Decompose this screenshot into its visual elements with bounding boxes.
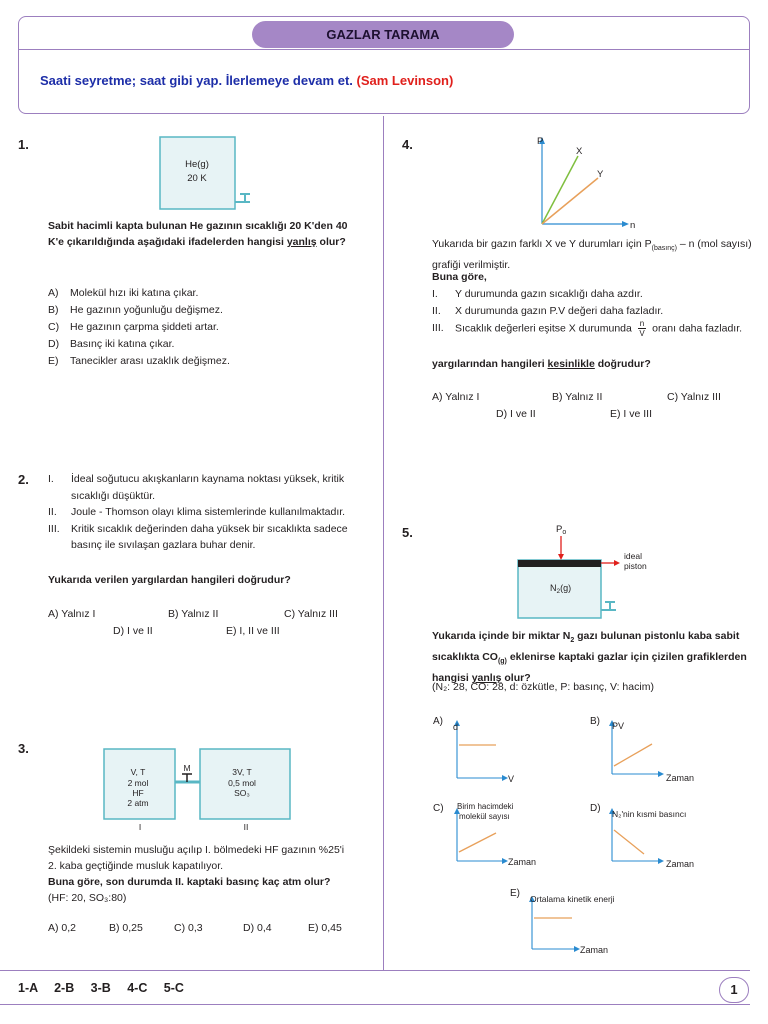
q3-option-c[interactable]: C) 0,3	[174, 922, 203, 934]
q5-piston-label-1: ideal	[624, 551, 642, 561]
q4-y-label: P	[537, 136, 544, 147]
q1-temp-label: 20 K	[187, 173, 207, 184]
q5-number: 5.	[402, 525, 413, 540]
q4-option-c[interactable]: C) Yalnız III	[667, 391, 721, 403]
answer-key: 1-A 2-B 3-B 4-C 5-C	[18, 981, 184, 995]
q3-option-e[interactable]: E) 0,45	[308, 922, 342, 934]
q5-note: (N₂: 28, CO: 28, d: özkütle, P: basınç, V: hacim)	[432, 681, 654, 693]
q2-option-b[interactable]: B) Yalnız II	[168, 608, 219, 620]
q4-series-y-label: Y	[597, 169, 604, 180]
q4-question: yargılarından hangileri kesinlikle doğrudur?	[432, 358, 651, 370]
q5-graph-c-xlabel: Zaman	[508, 857, 537, 867]
q5-graph-e-letter: E)	[510, 888, 520, 899]
q5-pressure-arrowhead	[558, 554, 564, 560]
q2-option-d[interactable]: D) I ve II	[113, 625, 153, 637]
q3-option-d[interactable]: D) 0,4	[243, 922, 272, 934]
q2-option-e[interactable]: E) I, II ve III	[226, 625, 280, 637]
q5-graph-d-ylabel: N₂'nin kısmi basıncı	[612, 809, 687, 819]
footer-bottom-line	[0, 1004, 750, 1005]
q4-option-e[interactable]: E) I ve III	[610, 408, 653, 420]
q5-graph-b-ylabel: PV	[612, 721, 625, 731]
q1-container-figure	[155, 134, 265, 214]
q5-graph-c-ylabel-1: Birim hacimdeki	[457, 802, 514, 811]
q3-right-line1: 3V, T	[232, 767, 252, 777]
q5-p0-label: $P_o$	[556, 524, 567, 536]
q5-graph-a-ylabel: d	[453, 722, 459, 732]
q5-graph-b-letter: B)	[590, 716, 600, 727]
page-title: GAZLAR TARAMA	[252, 21, 514, 48]
q5-piston-pointer-head	[614, 560, 620, 566]
q5-stem: Yukarıda içinde bir miktar $N_2$ gazı bulunan pistonlu kaba sabit sıcaklıkta $CO_{(g)}$ eklenirse kaptaki gazlar için çizilen grafiklerden hangisi yanlış olur?	[432, 630, 747, 685]
q4-statement-2: II. X durumunda gazın P.V değeri daha fazladır.	[432, 304, 664, 317]
header-divider	[18, 49, 750, 50]
q4-number: 4.	[402, 137, 413, 152]
q5-graph-d-letter: D)	[590, 803, 601, 814]
q4-lead: Buna göre,	[432, 271, 487, 283]
q4-line-x	[542, 156, 578, 224]
page-number: 1	[719, 977, 749, 1003]
q3-valve-label: M	[183, 763, 191, 773]
q1-number: 1.	[18, 137, 29, 152]
q3-note: (HF: 20, SO₃:80)	[48, 892, 127, 904]
motto-quote: Saati seyretme; saat gibi yap. İlerlemeye devam et. (Sam Levinson)	[40, 73, 454, 88]
q5-graph-d[interactable]	[590, 803, 694, 869]
q3-question: Buna göre, son durumda II. kaptaki basınç kaç atm olur?	[48, 876, 331, 888]
q4-line-y	[542, 178, 598, 224]
q2-question: Yukarıda verilen yargılardan hangileri doğrudur?	[48, 574, 291, 586]
q2-statement-3: III. Kritik sıcaklık değerinden daha yüksek bir sıcaklıkta sadece basınç ile sıvılaşan gazlara buhar denir.	[48, 522, 348, 551]
q5-graph-c-ylabel-2: molekül sayısı	[459, 812, 510, 821]
q4-option-d[interactable]: D) I ve II	[496, 408, 536, 420]
q4-option-b[interactable]: B) Yalnız II	[552, 391, 603, 403]
q5-graph-e[interactable]	[510, 888, 615, 955]
column-divider	[383, 116, 384, 971]
q1-option-a[interactable]: A) Molekül hızı iki katına çıkar.	[48, 287, 199, 299]
q4-statement-3: III. Sıcaklık değerleri eşitse X durumunda $\frac{n}{V}$ oranı daha fazladır.	[432, 319, 743, 338]
q3-right-line2: 0,5 mol	[228, 778, 256, 788]
q3-left-caption: I	[138, 822, 142, 832]
q4-stem: Yukarıda bir gazın farklı X ve Y durumları için $P_{(basınç)}$ – n (mol sayısı) grafiği verilmiştir.	[432, 238, 752, 272]
q2-option-c[interactable]: C) Yalnız III	[284, 608, 338, 620]
q5-graph-c-letter: C)	[433, 803, 444, 814]
q2-number: 2.	[18, 472, 29, 487]
q3-two-container-figure	[100, 745, 300, 837]
q1-options	[48, 285, 230, 370]
q4-option-a[interactable]: A) Yalnız I	[432, 391, 480, 403]
q3-left-line2: 2 mol	[127, 778, 149, 788]
q5-graph-d-xlabel: Zaman	[666, 859, 695, 869]
q4-statement-1: I. Y durumunda gazın sıcaklığı daha azdır.	[432, 288, 643, 300]
q1-option-e[interactable]: E) Tanecikler arası uzaklık değişmez.	[48, 355, 230, 367]
q5-gas-label: $N_2(g)$	[550, 583, 572, 595]
q5-graph-d-line	[614, 830, 644, 854]
q2-statement-1: I. İdeal soğutucu akışkanların kaynama noktası yüksek, kritik sıcaklığı düşüktür.	[48, 473, 345, 502]
q3-stem: Şekildeki sistemin musluğu açılıp I. bölmedeki HF gazının %25'i 2. kaba geçtiğinde musluk kapatılıyor.	[48, 844, 345, 872]
q5-graph-a-letter: A)	[433, 716, 443, 727]
q4-fraction: $\frac{n}{V}$	[639, 319, 645, 338]
q5-option-graphs	[430, 712, 750, 962]
q5-graph-c-line	[459, 833, 496, 852]
q3-right-caption: II	[243, 822, 249, 832]
q1-stem: Sabit hacimli kapta bulunan He gazının sıcaklığı 20 K'den 40 K'e çıkarıldığında aşağıdaki ifadelerden hangisi yanlış olur?	[48, 220, 348, 248]
q5-piston-label-2: piston	[624, 561, 647, 571]
q2-option-a[interactable]: A) Yalnız I	[48, 608, 96, 620]
q5-graph-b-xlabel: Zaman	[666, 773, 695, 783]
q5-piston	[518, 560, 601, 567]
q5-graph-e-xlabel: Zaman	[580, 945, 609, 955]
q4-p-n-graph	[532, 132, 642, 232]
q4-statements	[432, 286, 752, 338]
q4-x-arrow	[622, 221, 629, 227]
q3-left-line1: V, T	[130, 767, 146, 777]
q3-number: 3.	[18, 741, 29, 756]
motto-author: (Sam Levinson)	[356, 73, 454, 88]
q5-graph-e-ylabel: Ortalama kinetik enerji	[530, 894, 615, 904]
q4-series-x-label: X	[576, 146, 583, 157]
q3-right-line3: SO₃	[234, 788, 250, 798]
q2-statement-2: II. Joule - Thomson olayı klima sistemlerinde kullanılmaktadır.	[48, 506, 346, 518]
q1-gas-label: He(g)	[185, 159, 209, 170]
q1-option-b[interactable]: B) He gazının yoğunluğu değişmez.	[48, 304, 223, 316]
q3-option-a[interactable]: A) 0,2	[48, 922, 77, 934]
q5-piston-figure	[510, 520, 660, 625]
q3-option-b[interactable]: B) 0,25	[109, 922, 143, 934]
q5-graph-b-line	[614, 744, 652, 766]
q5-graph-a[interactable]	[433, 716, 514, 784]
q4-x-label: n	[630, 220, 636, 231]
q5-graph-a-xlabel: V	[508, 774, 515, 784]
q2-statements	[48, 471, 368, 554]
q1-option-c[interactable]: C) He gazının çarpma şiddeti artar.	[48, 321, 219, 333]
q5-graph-c[interactable]	[433, 802, 536, 867]
q3-left-line4: 2 atm	[127, 798, 149, 808]
q1-option-d[interactable]: D) Basınç iki katına çıkar.	[48, 338, 175, 350]
q3-left-line3: HF	[132, 788, 144, 798]
q5-graph-b[interactable]	[590, 716, 694, 783]
footer-divider	[0, 970, 750, 971]
